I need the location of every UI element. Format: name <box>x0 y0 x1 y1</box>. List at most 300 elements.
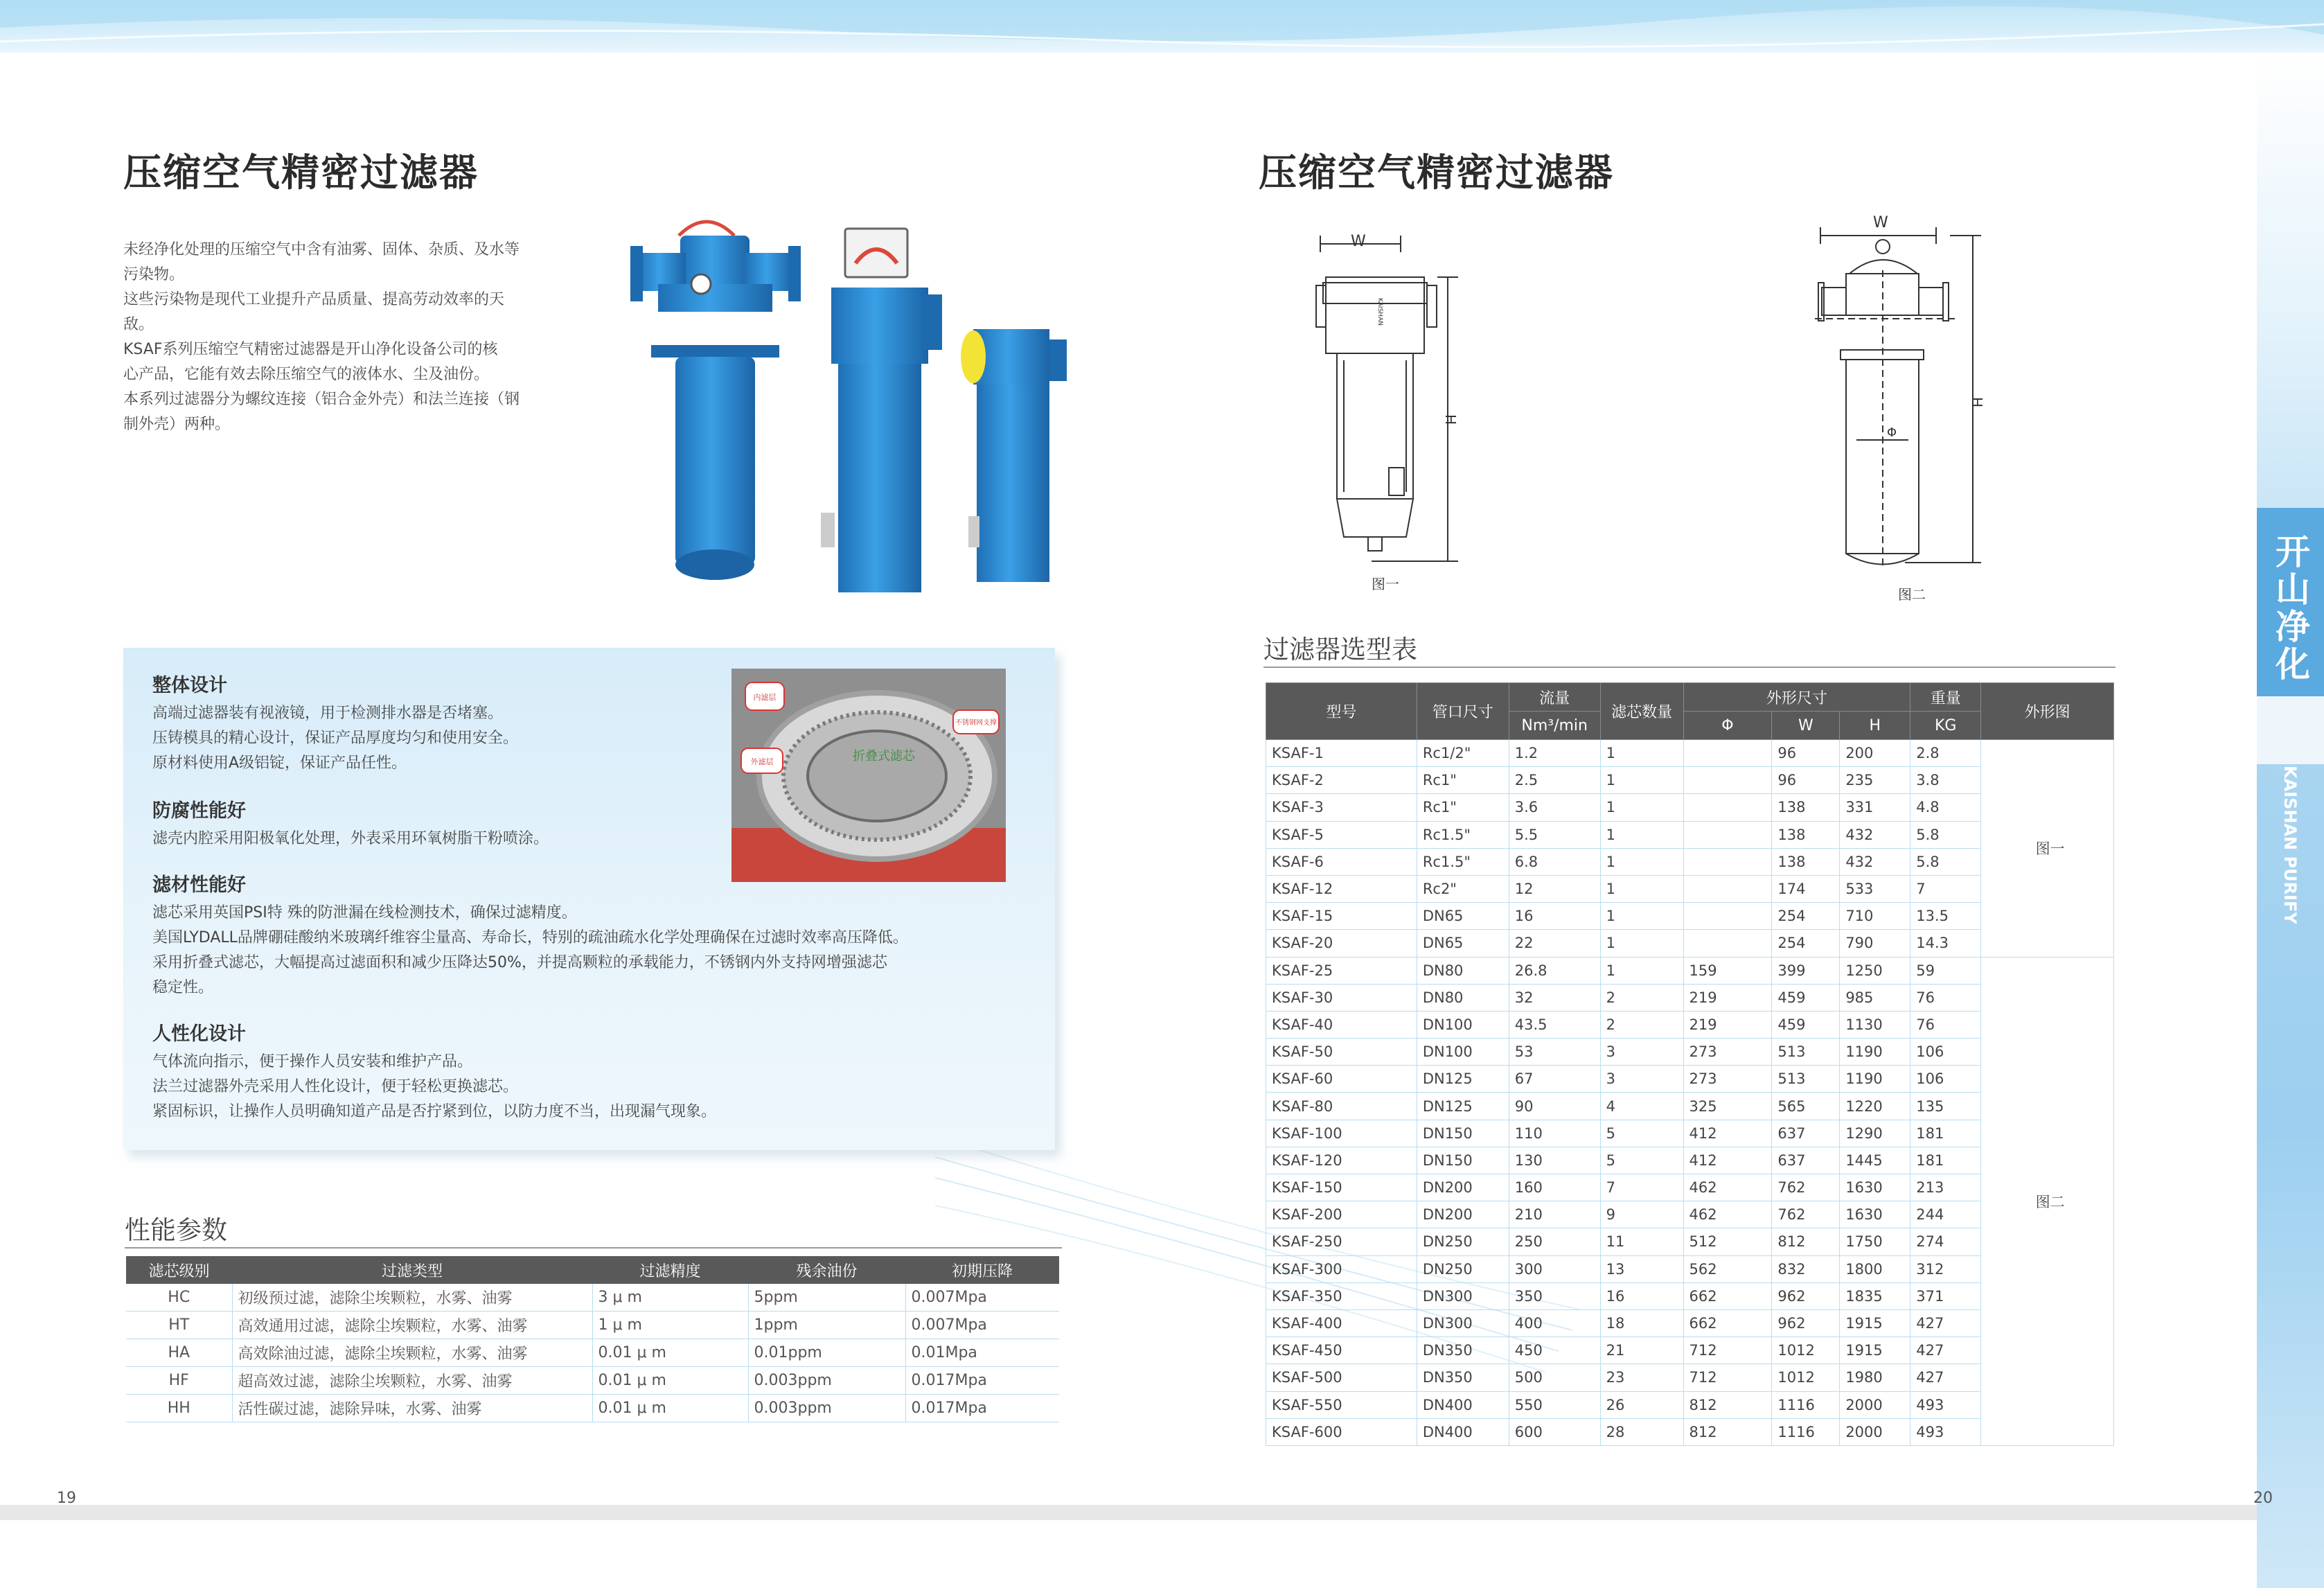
selection-cell: 5.8 <box>1910 848 1981 875</box>
selection-cell: 399 <box>1772 957 1840 984</box>
perf-cell: 初级预过滤，滤除尘埃颗粒，水雾、油雾 <box>232 1284 592 1312</box>
selection-cell: 512 <box>1683 1228 1772 1255</box>
selection-cell: DN300 <box>1417 1282 1509 1309</box>
selection-cell: DN350 <box>1417 1337 1509 1364</box>
selection-cell: 250 <box>1509 1228 1600 1255</box>
selection-cell: 400 <box>1509 1309 1600 1336</box>
selection-cell: 16 <box>1600 1282 1683 1309</box>
selection-cell: KSAF-2 <box>1266 767 1417 794</box>
selection-cell: 26.8 <box>1509 957 1600 984</box>
selection-cell: DN65 <box>1417 930 1509 957</box>
feature-line: 紧固标识，让操作人员明确知道产品是否拧紧到位，以防力度不当，出现漏气现象。 <box>152 1103 717 1120</box>
selection-cell: 412 <box>1683 1147 1772 1174</box>
selection-cell: 565 <box>1772 1093 1840 1120</box>
perf-cell: 0.01 μ m <box>592 1395 748 1422</box>
intro-line: 制外壳）两种。 <box>123 416 231 433</box>
feature-line: 稳定性。 <box>152 979 214 996</box>
selection-cell: 832 <box>1772 1255 1840 1282</box>
selection-cell: 254 <box>1772 930 1840 957</box>
selection-cell: 2.8 <box>1910 740 1981 767</box>
selection-cell: 962 <box>1772 1309 1840 1336</box>
selection-cell: 300 <box>1509 1255 1600 1282</box>
selection-cell: 1750 <box>1840 1228 1910 1255</box>
selection-cell: 138 <box>1772 821 1840 848</box>
selection-cell: 533 <box>1840 875 1910 902</box>
selection-cell: 16 <box>1509 903 1600 930</box>
selection-cell: 53 <box>1509 1039 1600 1066</box>
selection-cell: DN80 <box>1417 957 1509 984</box>
diagram-2-h-label: H <box>1969 397 1985 408</box>
selection-cell: 2000 <box>1840 1391 1910 1418</box>
selection-cell: KSAF-12 <box>1266 875 1417 902</box>
selection-cell: Rc2" <box>1417 875 1509 902</box>
perf-header-row <box>126 1256 1059 1284</box>
inset-label: 外滤层 <box>750 757 774 766</box>
diagram-1-h-label: H <box>1442 414 1459 425</box>
filter-element-inset <box>731 669 1006 882</box>
selection-cell: 5 <box>1600 1120 1683 1147</box>
selection-row <box>1266 740 2114 767</box>
feature-line: 滤壳内腔采用阳极氧化处理，外表采用环氧树脂干粉喷涂。 <box>152 830 549 847</box>
selection-cell: 2 <box>1600 984 1683 1011</box>
selection-cell: 23 <box>1600 1364 1683 1391</box>
selection-cell: 493 <box>1910 1418 1981 1445</box>
intro-line: 这些污染物是现代工业提升产品质量、提高劳动效率的天 <box>123 291 505 308</box>
figure-ref-1: 图一 <box>1981 740 2114 958</box>
perf-cell: 5ppm <box>748 1284 905 1312</box>
selection-cell: 181 <box>1910 1147 1981 1174</box>
selection-cell <box>1683 740 1772 767</box>
perf-cell: 0.017Mpa <box>905 1395 1059 1422</box>
selection-cell: 962 <box>1772 1282 1840 1309</box>
header-weight: 重量 <box>1910 683 1981 712</box>
feature-heading: 防腐性能好 <box>152 800 246 822</box>
selection-cell: 427 <box>1910 1337 1981 1364</box>
selection-cell: 1915 <box>1840 1337 1910 1364</box>
selection-cell: 3.8 <box>1910 767 1981 794</box>
perf-header-cell: 过滤类型 <box>232 1256 592 1284</box>
selection-cell: 200 <box>1840 740 1910 767</box>
feature-heading: 滤材性能好 <box>152 874 246 896</box>
selection-cell: 1800 <box>1840 1255 1910 1282</box>
footer-bar <box>0 1505 2257 1520</box>
selection-cell: 812 <box>1772 1228 1840 1255</box>
perf-cell: HA <box>126 1339 232 1367</box>
selection-cell: 1116 <box>1772 1391 1840 1418</box>
diagram-2-w-label: W <box>1873 214 1888 231</box>
selection-cell: 219 <box>1683 1011 1772 1038</box>
feature-line: 气体流向指示，便于操作人员安装和维护产品。 <box>152 1053 473 1070</box>
selection-cell: 59 <box>1910 957 1981 984</box>
selection-cell: KSAF-550 <box>1266 1391 1417 1418</box>
selection-cell: KSAF-400 <box>1266 1309 1417 1336</box>
selection-header-row <box>1266 683 2114 712</box>
perf-row <box>126 1339 1059 1367</box>
selection-cell: 1 <box>1600 821 1683 848</box>
selection-cell: 5.5 <box>1509 821 1600 848</box>
selection-cell: DN300 <box>1417 1309 1509 1336</box>
perf-row <box>126 1312 1059 1339</box>
selection-cell: 2000 <box>1840 1418 1910 1445</box>
selection-cell: 637 <box>1772 1147 1840 1174</box>
selection-cell: 18 <box>1600 1309 1683 1336</box>
selection-cell: KSAF-120 <box>1266 1147 1417 1174</box>
selection-cell: 210 <box>1509 1201 1600 1228</box>
feature-line: 高端过滤器装有视液镜，用于检测排水器是否堵塞。 <box>152 705 504 722</box>
figure-ref-2: 图二 <box>1981 957 2114 1445</box>
selection-cell: 235 <box>1840 767 1910 794</box>
right-page-number: 20 <box>2253 1490 2273 1507</box>
header-weight-unit: KG <box>1910 712 1981 740</box>
selection-cell: 1 <box>1600 740 1683 767</box>
selection-cell: 812 <box>1683 1391 1772 1418</box>
left-page-number: 19 <box>57 1490 76 1507</box>
selection-cell: DN250 <box>1417 1228 1509 1255</box>
perf-cell: 高效除油过滤，滤除尘埃颗粒，水雾、油雾 <box>232 1339 592 1367</box>
selection-cell: 273 <box>1683 1066 1772 1093</box>
header-phi: Φ <box>1683 712 1772 740</box>
perf-cell: HF <box>126 1367 232 1395</box>
selection-cell: 662 <box>1683 1309 1772 1336</box>
selection-cell: Rc1/2" <box>1417 740 1509 767</box>
perf-cell: 0.01 μ m <box>592 1339 748 1367</box>
perf-row <box>126 1367 1059 1395</box>
selection-cell: KSAF-250 <box>1266 1228 1417 1255</box>
flange-filter-image <box>630 222 801 580</box>
feature-line: 滤芯采用英国PSI特 殊的防泄漏在线检测技术，确保过滤精度。 <box>152 904 577 921</box>
selection-cell: Rc1.5" <box>1417 848 1509 875</box>
header-port: 管口尺寸 <box>1417 683 1509 740</box>
header-dims: 外形尺寸 <box>1683 683 1910 712</box>
selection-cell: 96 <box>1772 740 1840 767</box>
feature-heading: 人性化设计 <box>152 1023 246 1045</box>
selection-cell: 3 <box>1600 1066 1683 1093</box>
selection-cell: DN125 <box>1417 1093 1509 1120</box>
perf-cell: 高效通用过滤，滤除尘埃颗粒，水雾、油雾 <box>232 1312 592 1339</box>
angled-filter-image <box>961 329 1067 582</box>
selection-cell: KSAF-350 <box>1266 1282 1417 1309</box>
selection-cell: DN80 <box>1417 984 1509 1011</box>
selection-cell: 1 <box>1600 767 1683 794</box>
selection-cell: 1130 <box>1840 1011 1910 1038</box>
header-qty: 滤芯数量 <box>1600 683 1683 740</box>
header-figure: 外形图 <box>1981 683 2114 740</box>
selection-cell: 662 <box>1683 1282 1772 1309</box>
side-brand-en: KAISHAN PURIFY <box>2280 766 2300 924</box>
perf-header-cell: 残余油份 <box>748 1256 905 1284</box>
selection-cell: 1 <box>1600 848 1683 875</box>
selection-cell: 7 <box>1910 875 1981 902</box>
selection-cell: 273 <box>1683 1039 1772 1066</box>
feature-line: 压铸模具的精心设计，保证产品厚度均匀和使用安全。 <box>152 730 519 747</box>
perf-cell: 0.003ppm <box>748 1395 905 1422</box>
selection-cell: 1980 <box>1840 1364 1910 1391</box>
feature-line: 采用折叠式滤芯，大幅提高过滤面积和减少压降达50%，并提高颗粒的承载能力，不锈钢内外支持网增强滤芯 <box>152 954 887 971</box>
selection-cell: DN150 <box>1417 1147 1509 1174</box>
selection-cell: 1190 <box>1840 1066 1910 1093</box>
perf-cell: 0.003ppm <box>748 1367 905 1395</box>
selection-cell: 710 <box>1840 903 1910 930</box>
perf-table <box>126 1256 1059 1422</box>
header-h: H <box>1840 712 1910 740</box>
selection-cell: 28 <box>1600 1418 1683 1445</box>
selection-cell: 26 <box>1600 1391 1683 1418</box>
selection-cell: DN400 <box>1417 1418 1509 1445</box>
selection-cell: 2.5 <box>1509 767 1600 794</box>
selection-cell: KSAF-150 <box>1266 1174 1417 1201</box>
selection-cell: 7 <box>1600 1174 1683 1201</box>
selection-cell: 462 <box>1683 1201 1772 1228</box>
selection-cell: 712 <box>1683 1364 1772 1391</box>
selection-cell: 96 <box>1772 767 1840 794</box>
perf-cell: 0.007Mpa <box>905 1312 1059 1339</box>
selection-cell: KSAF-500 <box>1266 1364 1417 1391</box>
selection-cell: 812 <box>1683 1418 1772 1445</box>
selection-cell: 1 <box>1600 875 1683 902</box>
selection-cell: DN200 <box>1417 1174 1509 1201</box>
selection-cell: 2 <box>1600 1011 1683 1038</box>
perf-cell: 1 μ m <box>592 1312 748 1339</box>
perf-cell: 0.01 μ m <box>592 1367 748 1395</box>
product-photos <box>623 208 1088 596</box>
selection-cell: 1012 <box>1772 1364 1840 1391</box>
selection-cell: 13.5 <box>1910 903 1981 930</box>
selection-cell: 1.2 <box>1509 740 1600 767</box>
perf-row <box>126 1284 1059 1312</box>
selection-cell: 5 <box>1600 1147 1683 1174</box>
perf-cell: 超高效过滤，滤除尘埃颗粒，水雾、油雾 <box>232 1367 592 1395</box>
selection-cell <box>1683 903 1772 930</box>
side-brand-cn: 开山净化 <box>2270 533 2310 683</box>
selection-cell: 500 <box>1509 1364 1600 1391</box>
selection-cell: 1290 <box>1840 1120 1910 1147</box>
selection-cell: 14.3 <box>1910 930 1981 957</box>
selection-cell: 9 <box>1600 1201 1683 1228</box>
selection-cell: 244 <box>1910 1201 1981 1228</box>
perf-cell: 活性碳过滤，滤除异味，水雾、油雾 <box>232 1395 592 1422</box>
intro-line: 心产品，它能有效去除压缩空气的液体水、尘及油份。 <box>123 366 490 383</box>
selection-row <box>1266 957 2114 984</box>
selection-cell: 412 <box>1683 1120 1772 1147</box>
selection-cell: DN250 <box>1417 1255 1509 1282</box>
selection-cell: 13 <box>1600 1255 1683 1282</box>
selection-cell: 432 <box>1840 848 1910 875</box>
selection-cell: 213 <box>1910 1174 1981 1201</box>
selection-cell: 181 <box>1910 1120 1981 1147</box>
perf-cell: HT <box>126 1312 232 1339</box>
selection-cell <box>1683 875 1772 902</box>
header-flow-unit: Nm³/min <box>1509 712 1600 740</box>
selection-cell: 427 <box>1910 1364 1981 1391</box>
intro-line: KSAF系列压缩空气精密过滤器是开山净化设备公司的核 <box>123 341 498 358</box>
selection-cell: 371 <box>1910 1282 1981 1309</box>
feature-filter-material <box>152 870 908 1000</box>
selection-cell: 219 <box>1683 984 1772 1011</box>
selection-cell: DN100 <box>1417 1011 1509 1038</box>
selection-cell: DN65 <box>1417 903 1509 930</box>
selection-cell: 1630 <box>1840 1174 1910 1201</box>
selection-cell: 637 <box>1772 1120 1840 1147</box>
perf-header-cell: 滤芯级别 <box>126 1256 232 1284</box>
selection-cell: 1 <box>1600 930 1683 957</box>
intro-line: 未经净化处理的压缩空气中含有油雾、固体、杂质、及水等 <box>123 241 520 258</box>
selection-cell: DN400 <box>1417 1391 1509 1418</box>
intro-line: 污染物。 <box>123 266 185 283</box>
selection-cell: 1 <box>1600 957 1683 984</box>
selection-cell: 254 <box>1772 903 1840 930</box>
selection-cell: 1 <box>1600 903 1683 930</box>
perf-cell: 0.007Mpa <box>905 1284 1059 1312</box>
selection-cell: 11 <box>1600 1228 1683 1255</box>
selection-cell: KSAF-600 <box>1266 1418 1417 1445</box>
selection-cell: 135 <box>1910 1093 1981 1120</box>
selection-cell: 462 <box>1683 1174 1772 1201</box>
selection-cell: Rc1.5" <box>1417 821 1509 848</box>
selection-cell: KSAF-450 <box>1266 1337 1417 1364</box>
selection-cell: KSAF-5 <box>1266 821 1417 848</box>
selection-cell: 4.8 <box>1910 794 1981 821</box>
top-wave-banner <box>0 0 2324 53</box>
selection-cell: 513 <box>1772 1039 1840 1066</box>
selection-cell <box>1683 767 1772 794</box>
selection-cell: 790 <box>1840 930 1910 957</box>
selection-cell: 3.6 <box>1509 794 1600 821</box>
selection-table <box>1266 682 2114 1446</box>
selection-cell: 3 <box>1600 1039 1683 1066</box>
selection-cell: 6.8 <box>1509 848 1600 875</box>
perf-cell: 0.01ppm <box>748 1339 905 1367</box>
perf-cell: 1ppm <box>748 1312 905 1339</box>
selection-cell: 1630 <box>1840 1201 1910 1228</box>
diagram-2 <box>1801 208 2009 606</box>
selection-cell: 331 <box>1840 794 1910 821</box>
feature-line: 原材料使用A级铝锭，保证产品任性。 <box>152 755 407 772</box>
perf-cell: HC <box>126 1284 232 1312</box>
selection-cell: 159 <box>1683 957 1772 984</box>
diagram-1 <box>1302 222 1510 596</box>
selection-cell: 106 <box>1910 1066 1981 1093</box>
selection-cell: 138 <box>1772 794 1840 821</box>
feature-anticorrosion <box>152 795 549 852</box>
selection-cell: 1190 <box>1840 1039 1910 1066</box>
selection-cell: 1012 <box>1772 1337 1840 1364</box>
selection-cell: KSAF-40 <box>1266 1011 1417 1038</box>
selection-cell: 4 <box>1600 1093 1683 1120</box>
selection-cell: 312 <box>1910 1255 1981 1282</box>
selection-cell: KSAF-15 <box>1266 903 1417 930</box>
perf-row <box>126 1395 1059 1422</box>
selection-cell: KSAF-25 <box>1266 957 1417 984</box>
selection-cell: 138 <box>1772 848 1840 875</box>
selection-cell: 1835 <box>1840 1282 1910 1309</box>
selection-cell <box>1683 930 1772 957</box>
selection-cell <box>1683 794 1772 821</box>
selection-cell: 130 <box>1509 1147 1600 1174</box>
selection-cell: 22 <box>1509 930 1600 957</box>
diagram-1-brand: KAISHAN <box>1376 298 1383 326</box>
selection-cell: 12 <box>1509 875 1600 902</box>
selection-cell: 762 <box>1772 1174 1840 1201</box>
selection-cell: DN350 <box>1417 1364 1509 1391</box>
header-model: 型号 <box>1266 683 1417 740</box>
feature-line: 美国LYDALL品牌硼硅酸纳米玻璃纤维容尘量高、寿命长，特别的疏油疏水化学处理确保在过滤时效率高压降低。 <box>152 929 908 946</box>
right-page-title: 压缩空气精密过滤器 <box>1259 150 1615 195</box>
selection-cell: 43.5 <box>1509 1011 1600 1038</box>
perf-cell: HH <box>126 1395 232 1422</box>
selection-cell: 76 <box>1910 984 1981 1011</box>
selection-cell: 712 <box>1683 1337 1772 1364</box>
intro-line: 敌。 <box>123 316 154 333</box>
selection-cell: 513 <box>1772 1066 1840 1093</box>
selection-cell: KSAF-30 <box>1266 984 1417 1011</box>
selection-cell: 562 <box>1683 1255 1772 1282</box>
inset-label: 不锈钢网支撑 <box>955 719 997 727</box>
selection-cell: DN125 <box>1417 1066 1509 1093</box>
selection-cell: DN150 <box>1417 1120 1509 1147</box>
selection-cell: 174 <box>1772 875 1840 902</box>
selection-cell: 350 <box>1509 1282 1600 1309</box>
inset-label: 内滤层 <box>753 693 777 702</box>
selection-cell: 5.8 <box>1910 821 1981 848</box>
selection-cell: KSAF-100 <box>1266 1120 1417 1147</box>
selection-cell: 432 <box>1840 821 1910 848</box>
selection-cell: 110 <box>1509 1120 1600 1147</box>
header-flow: 流量 <box>1509 683 1600 712</box>
selection-cell: KSAF-60 <box>1266 1066 1417 1093</box>
selection-cell: KSAF-1 <box>1266 740 1417 767</box>
perf-header-cell: 过滤精度 <box>592 1256 748 1284</box>
selection-cell: 600 <box>1509 1418 1600 1445</box>
selection-cell: 1 <box>1600 794 1683 821</box>
diagram-1-caption: 图一 <box>1372 576 1399 592</box>
selection-cell: KSAF-3 <box>1266 794 1417 821</box>
selection-cell: 1915 <box>1840 1309 1910 1336</box>
selection-cell: 459 <box>1772 1011 1840 1038</box>
selection-cell: Rc1" <box>1417 767 1509 794</box>
selection-cell: KSAF-300 <box>1266 1255 1417 1282</box>
feature-overall-design <box>152 670 518 776</box>
selection-cell: 1116 <box>1772 1418 1840 1445</box>
selection-cell: 21 <box>1600 1337 1683 1364</box>
selection-cell: KSAF-200 <box>1266 1201 1417 1228</box>
selection-cell: KSAF-20 <box>1266 930 1417 957</box>
selection-cell: 450 <box>1509 1337 1600 1364</box>
intro-text <box>123 238 567 437</box>
selection-cell: KSAF-80 <box>1266 1093 1417 1120</box>
selection-cell: 325 <box>1683 1093 1772 1120</box>
selection-cell: KSAF-6 <box>1266 848 1417 875</box>
selection-title-rule <box>1263 667 2115 668</box>
perf-title: 性能参数 <box>125 1215 227 1245</box>
diagram-2-phi-label: Φ <box>1887 425 1897 440</box>
perf-cell: 3 μ m <box>592 1284 748 1312</box>
diagram-2-caption: 图二 <box>1898 586 1926 603</box>
threaded-filter-image <box>821 229 942 592</box>
selection-cell: 427 <box>1910 1309 1981 1336</box>
selection-cell: 459 <box>1772 984 1840 1011</box>
selection-cell: 106 <box>1910 1039 1981 1066</box>
selection-cell: 160 <box>1509 1174 1600 1201</box>
inset-label: 折叠式滤芯 <box>853 749 915 764</box>
selection-cell: 274 <box>1910 1228 1981 1255</box>
selection-cell: 90 <box>1509 1093 1600 1120</box>
selection-cell: KSAF-50 <box>1266 1039 1417 1066</box>
feature-user-friendly <box>152 1018 716 1124</box>
diagram-1-w-label: W <box>1351 233 1366 250</box>
selection-cell: 67 <box>1509 1066 1600 1093</box>
feature-line: 法兰过滤器外壳采用人性化设计，便于轻松更换滤芯。 <box>152 1078 519 1095</box>
selection-cell: 1445 <box>1840 1147 1910 1174</box>
